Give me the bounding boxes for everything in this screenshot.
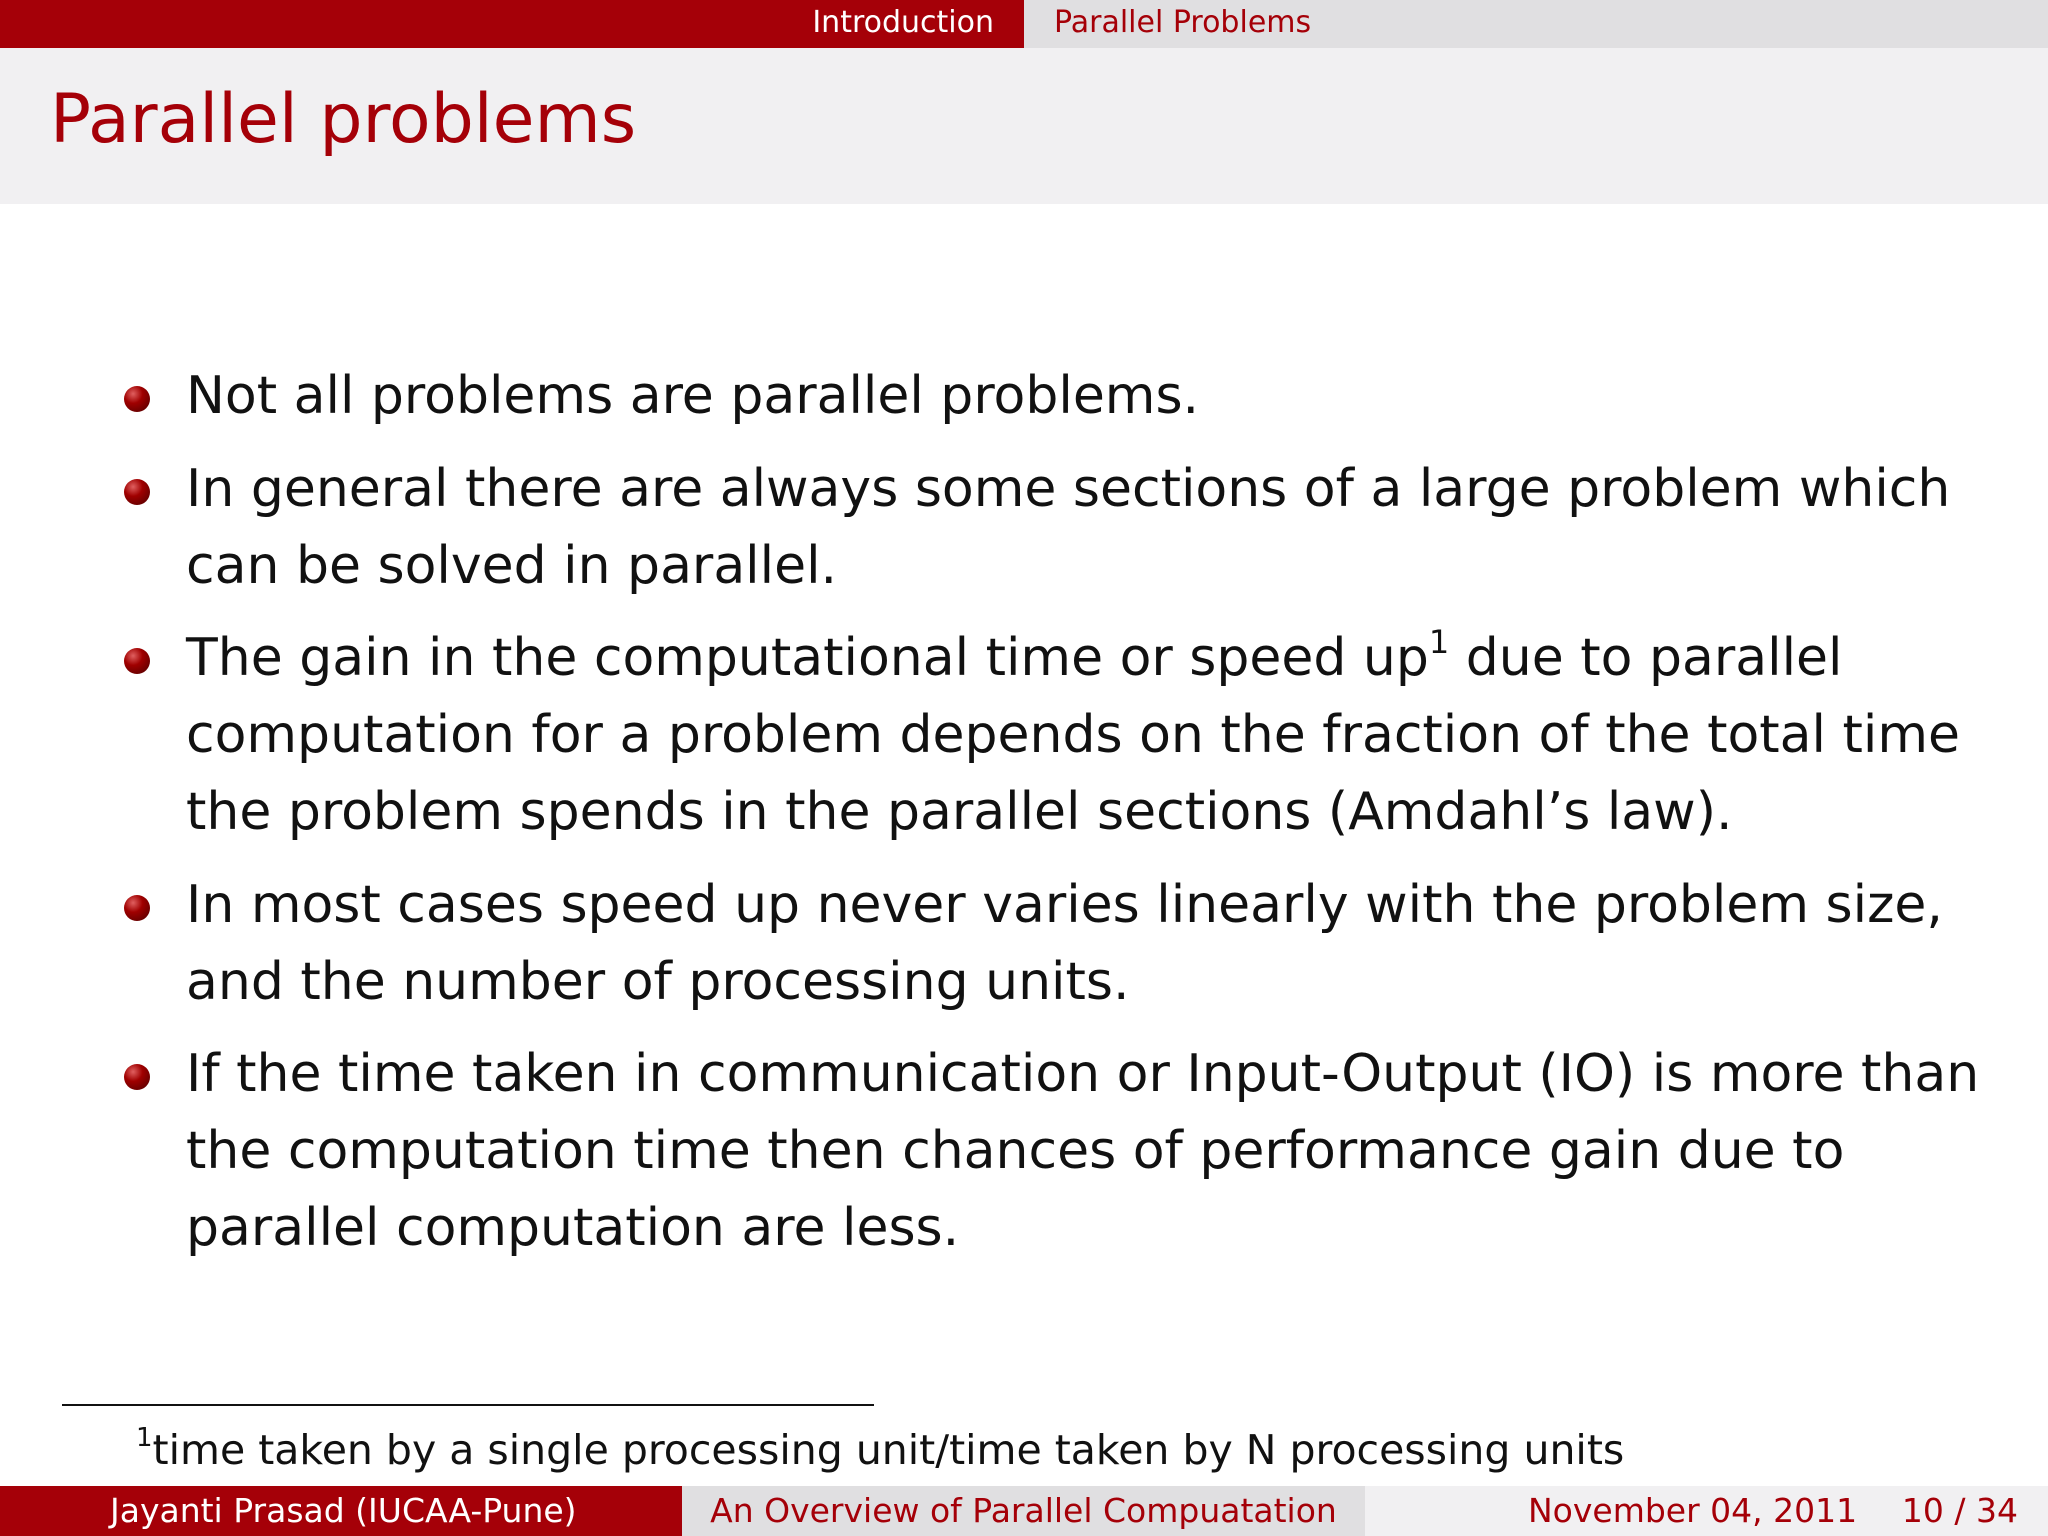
footnote [136,1420,1624,1480]
footnote-number: 1 [136,1423,153,1453]
footnote-rule [62,1404,874,1406]
footer-author: Jayanti Prasad (IUCAA-Pune) [110,1491,577,1530]
bullet-text: Not all problems are parallel problems. [186,366,1200,426]
bullet-ball-icon [124,1064,150,1090]
nav-section-parallel-problems[interactable]: Parallel Problems [1054,5,1312,40]
bullet-ball-icon [124,479,150,505]
bullet-text: If the time taken in communication or Input-Output (IO) is more than the computation time then chances of performance gain due to parallel computation are less. [186,1044,1980,1258]
bullet-ball-icon [124,386,150,412]
bullet-text: In most cases speed up never varies linearly with the problem size, and the number of processing units. [186,875,1943,1012]
bullet-text-before: The gain in the computational time or speed up [186,628,1429,688]
bullet-ball-icon [124,895,150,921]
footnote-marker[interactable]: 1 [1428,623,1450,661]
nav-section-introduction[interactable]: Introduction [812,5,994,40]
footer-author-box [0,1486,682,1536]
footer-title-box [682,1486,1365,1536]
frame-title: Parallel problems [50,80,637,159]
bullet-ball-icon [124,648,150,674]
footer-bar [0,1486,2048,1536]
footnote-text: time taken by a single processing unit/time taken by N processing units [152,1426,1625,1474]
bullet-text [186,620,2006,851]
footer-date-box [1365,1486,2048,1536]
footer-date: November 04, 2011 [1528,1491,1858,1530]
bullet-text: In general there are always some sections of a large problem which can be solved in parallel. [186,459,1951,596]
bullet-text-after: due to parallel computation for a problem depends on the fraction of the total time the problem spends in the parallel sections (Amdahl’s law). [186,628,1960,842]
footer-page-number: 10 / 34 [1901,1491,2018,1530]
section-nav-bar [0,0,2048,48]
footer-talk-title: An Overview of Parallel Compuatation [710,1491,1337,1530]
